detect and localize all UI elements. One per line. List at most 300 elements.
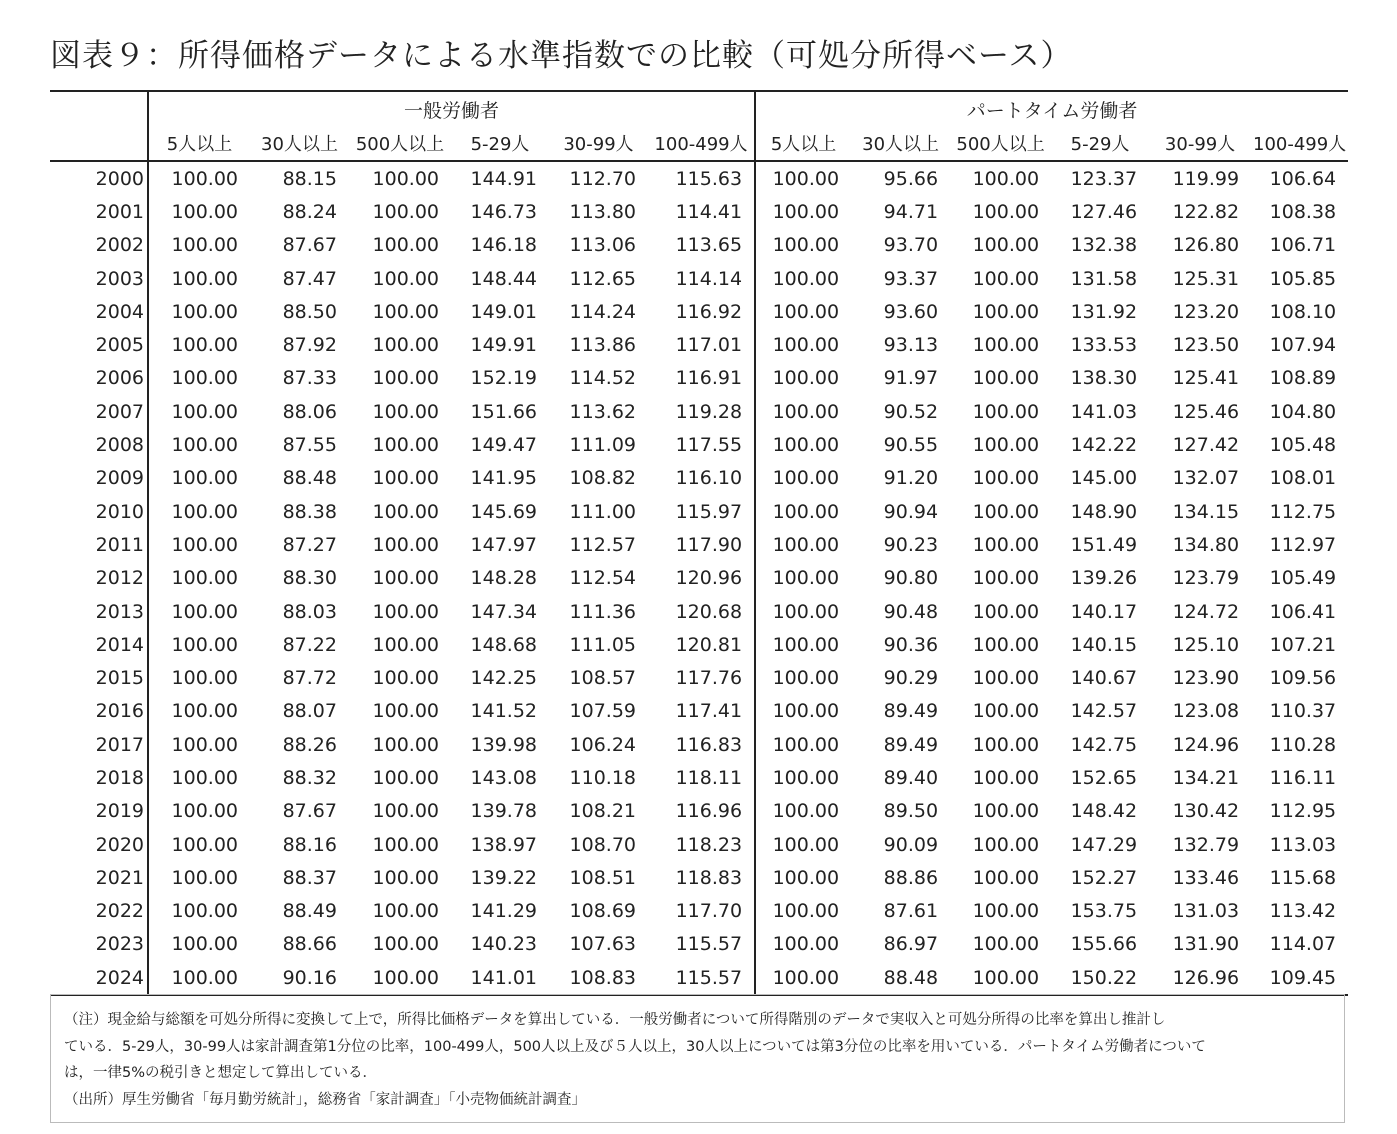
value-cell: 108.70 xyxy=(569,833,636,856)
value-cell: 87.61 xyxy=(883,900,939,923)
value-cell: 100.00 xyxy=(171,733,238,756)
year-cell: 2024 xyxy=(50,961,148,995)
value-cell: 90.16 xyxy=(250,961,349,995)
column-header: 30人以上 xyxy=(250,126,349,161)
value-cell: 115.68 xyxy=(1269,866,1337,889)
value-cell: 87.67 xyxy=(282,234,337,257)
table-row xyxy=(50,928,1348,961)
value-cell: 100.00 xyxy=(972,800,1040,823)
value-cell: 114.41 xyxy=(648,195,755,228)
value-cell: 151.49 xyxy=(1070,533,1138,556)
value-cell: 100.00 xyxy=(972,434,1040,457)
value-cell: 100.00 xyxy=(772,933,840,956)
table-body xyxy=(50,161,1348,995)
column-header: 5-29人 xyxy=(1051,126,1149,161)
value-cell: 100.00 xyxy=(171,334,238,357)
value-cell: 87.33 xyxy=(282,367,337,390)
value-cell: 100.00 xyxy=(972,167,1040,190)
value-cell: 88.50 xyxy=(282,300,337,323)
year-cell: 2011 xyxy=(50,528,148,561)
value-cell: 117.76 xyxy=(648,661,755,694)
value-cell: 134.21 xyxy=(1172,766,1240,789)
table-row xyxy=(50,562,1348,595)
value-cell: 108.51 xyxy=(569,866,636,889)
value-cell: 147.97 xyxy=(470,533,537,556)
value-cell: 113.06 xyxy=(569,234,636,257)
value-cell: 100.00 xyxy=(772,367,840,390)
value-cell: 100.00 xyxy=(972,334,1040,357)
value-cell: 113.86 xyxy=(569,334,636,357)
value-cell: 100.00 xyxy=(972,367,1040,390)
value-cell: 108.38 xyxy=(1269,200,1337,223)
value-cell: 149.47 xyxy=(470,434,537,457)
value-cell: 89.40 xyxy=(883,766,939,789)
value-cell: 100.00 xyxy=(972,200,1040,223)
value-cell: 138.97 xyxy=(470,833,537,856)
value-cell: 100.00 xyxy=(171,700,238,723)
year-cell: 2008 xyxy=(50,428,148,461)
value-cell: 111.05 xyxy=(569,633,636,656)
value-cell: 117.41 xyxy=(648,695,755,728)
value-cell: 141.52 xyxy=(470,700,537,723)
value-cell: 106.41 xyxy=(1269,600,1337,623)
table-row xyxy=(50,761,1348,794)
value-cell: 104.80 xyxy=(1269,400,1337,423)
table-row xyxy=(50,462,1348,495)
value-cell: 117.01 xyxy=(648,328,755,361)
year-cell: 2007 xyxy=(50,395,148,428)
value-cell: 142.75 xyxy=(1070,733,1138,756)
value-cell: 100.00 xyxy=(171,866,238,889)
value-cell: 108.89 xyxy=(1269,367,1337,390)
value-cell: 90.48 xyxy=(883,600,939,623)
value-cell: 100.00 xyxy=(755,961,851,995)
value-cell: 124.72 xyxy=(1172,600,1240,623)
value-cell: 131.03 xyxy=(1172,900,1240,923)
value-cell: 123.37 xyxy=(1070,167,1138,190)
value-cell: 111.09 xyxy=(569,434,636,457)
value-cell: 100.00 xyxy=(171,234,238,257)
value-cell: 100.00 xyxy=(372,866,439,889)
value-cell: 116.83 xyxy=(648,728,755,761)
value-cell: 100.00 xyxy=(972,933,1040,956)
value-cell: 100.00 xyxy=(171,833,238,856)
value-cell: 100.00 xyxy=(772,300,840,323)
value-cell: 93.60 xyxy=(883,300,939,323)
value-cell: 100.00 xyxy=(772,700,840,723)
value-cell: 87.47 xyxy=(282,267,337,290)
value-cell: 100.00 xyxy=(171,600,238,623)
value-cell: 107.59 xyxy=(569,700,636,723)
data-table xyxy=(50,90,1348,996)
value-cell: 108.82 xyxy=(569,467,636,490)
value-cell: 134.15 xyxy=(1172,500,1240,523)
value-cell: 100.00 xyxy=(171,533,238,556)
year-cell: 2014 xyxy=(50,628,148,661)
value-cell: 100.00 xyxy=(372,500,439,523)
value-cell: 100.00 xyxy=(171,900,238,923)
table-row xyxy=(50,495,1348,528)
year-cell: 2001 xyxy=(50,195,148,228)
table-row xyxy=(50,861,1348,894)
notes-box xyxy=(50,994,1345,1123)
value-cell: 88.06 xyxy=(282,400,337,423)
table-row xyxy=(50,328,1348,361)
column-header: 30-99人 xyxy=(549,126,648,161)
value-cell: 147.34 xyxy=(470,600,537,623)
value-cell: 152.65 xyxy=(1070,766,1138,789)
value-cell: 100.00 xyxy=(372,533,439,556)
table-row xyxy=(50,661,1348,694)
value-cell: 107.21 xyxy=(1269,633,1337,656)
value-cell: 112.57 xyxy=(569,533,636,556)
value-cell: 115.57 xyxy=(648,928,755,961)
value-cell: 88.32 xyxy=(282,766,337,789)
value-cell: 116.92 xyxy=(648,295,755,328)
table-row xyxy=(50,628,1348,661)
value-cell: 89.49 xyxy=(883,733,939,756)
value-cell: 87.27 xyxy=(282,533,337,556)
value-cell: 100.00 xyxy=(372,300,439,323)
value-cell: 142.25 xyxy=(470,667,537,690)
note-line: は，一律5%の税引きと想定して算出している． xyxy=(64,1065,378,1081)
value-cell: 88.49 xyxy=(282,900,337,923)
value-cell: 90.29 xyxy=(883,667,939,690)
year-cell: 2017 xyxy=(50,728,148,761)
value-cell: 100.00 xyxy=(972,700,1040,723)
value-cell: 100.00 xyxy=(972,833,1040,856)
value-cell: 131.92 xyxy=(1070,300,1138,323)
value-cell: 100.00 xyxy=(772,500,840,523)
value-cell: 152.27 xyxy=(1070,866,1138,889)
value-cell: 89.50 xyxy=(883,800,939,823)
value-cell: 113.62 xyxy=(569,400,636,423)
value-cell: 94.71 xyxy=(883,200,939,223)
value-cell: 88.07 xyxy=(282,700,337,723)
value-cell: 88.37 xyxy=(282,866,337,889)
value-cell: 100.00 xyxy=(372,800,439,823)
value-cell: 100.00 xyxy=(972,300,1040,323)
value-cell: 140.23 xyxy=(470,933,537,956)
value-cell: 113.42 xyxy=(1269,900,1337,923)
value-cell: 142.22 xyxy=(1070,434,1138,457)
year-cell: 2012 xyxy=(50,562,148,595)
table-row xyxy=(50,961,1348,995)
column-header: 30-99人 xyxy=(1149,126,1251,161)
value-cell: 100.00 xyxy=(772,733,840,756)
value-cell: 109.45 xyxy=(1251,961,1348,995)
value-cell: 100.00 xyxy=(372,933,439,956)
value-cell: 143.08 xyxy=(470,766,537,789)
value-cell: 100.00 xyxy=(171,300,238,323)
value-cell: 100.00 xyxy=(372,367,439,390)
value-cell: 87.67 xyxy=(282,800,337,823)
value-cell: 108.69 xyxy=(569,900,636,923)
value-cell: 148.28 xyxy=(470,567,537,590)
value-cell: 139.22 xyxy=(470,866,537,889)
value-cell: 139.98 xyxy=(470,733,537,756)
value-cell: 149.91 xyxy=(470,334,537,357)
column-header: 5人以上 xyxy=(755,126,851,161)
value-cell: 131.58 xyxy=(1070,267,1138,290)
value-cell: 112.75 xyxy=(1269,500,1337,523)
value-cell: 138.30 xyxy=(1070,367,1138,390)
value-cell: 100.00 xyxy=(772,633,840,656)
value-cell: 88.24 xyxy=(282,200,337,223)
value-cell: 100.00 xyxy=(372,600,439,623)
value-cell: 112.97 xyxy=(1269,533,1337,556)
value-cell: 110.37 xyxy=(1269,700,1337,723)
value-cell: 100.00 xyxy=(372,733,439,756)
column-header: 30人以上 xyxy=(851,126,950,161)
value-cell: 150.22 xyxy=(1051,961,1149,995)
value-cell: 148.68 xyxy=(470,633,537,656)
value-cell: 100.00 xyxy=(972,500,1040,523)
value-cell: 112.95 xyxy=(1269,800,1337,823)
value-cell: 118.23 xyxy=(648,828,755,861)
value-cell: 127.46 xyxy=(1070,200,1138,223)
value-cell: 100.00 xyxy=(972,866,1040,889)
value-cell: 145.69 xyxy=(470,500,537,523)
value-cell: 146.18 xyxy=(470,234,537,257)
value-cell: 106.24 xyxy=(569,733,636,756)
value-cell: 114.14 xyxy=(648,262,755,295)
value-cell: 100.00 xyxy=(772,267,840,290)
table-row xyxy=(50,695,1348,728)
table-row xyxy=(50,795,1348,828)
value-cell: 144.91 xyxy=(470,167,537,190)
value-cell: 100.00 xyxy=(972,733,1040,756)
value-cell: 149.01 xyxy=(470,300,537,323)
value-cell: 100.00 xyxy=(349,961,451,995)
value-cell: 100.00 xyxy=(171,667,238,690)
value-cell: 133.46 xyxy=(1172,866,1240,889)
value-cell: 88.48 xyxy=(282,467,337,490)
value-cell: 100.00 xyxy=(950,961,1051,995)
table-row xyxy=(50,195,1348,228)
value-cell: 100.00 xyxy=(772,766,840,789)
value-cell: 100.00 xyxy=(171,200,238,223)
group-header-general: 一般労働者 xyxy=(148,91,755,126)
value-cell: 100.00 xyxy=(171,467,238,490)
value-cell: 100.00 xyxy=(372,334,439,357)
table-row xyxy=(50,395,1348,428)
value-cell: 105.49 xyxy=(1269,567,1337,590)
value-cell: 110.18 xyxy=(569,766,636,789)
value-cell: 100.00 xyxy=(148,961,250,995)
value-cell: 100.00 xyxy=(972,234,1040,257)
value-cell: 100.00 xyxy=(372,766,439,789)
year-cell: 2018 xyxy=(50,761,148,794)
value-cell: 134.80 xyxy=(1172,533,1240,556)
value-cell: 108.10 xyxy=(1269,300,1337,323)
value-cell: 100.00 xyxy=(972,900,1040,923)
value-cell: 132.79 xyxy=(1172,833,1240,856)
year-cell: 2005 xyxy=(50,328,148,361)
value-cell: 116.10 xyxy=(648,462,755,495)
value-cell: 131.90 xyxy=(1172,933,1240,956)
value-cell: 100.00 xyxy=(171,800,238,823)
table-row xyxy=(50,595,1348,628)
value-cell: 100.00 xyxy=(171,367,238,390)
value-cell: 100.00 xyxy=(171,500,238,523)
value-cell: 125.41 xyxy=(1172,367,1240,390)
value-cell: 148.44 xyxy=(470,267,537,290)
value-cell: 140.67 xyxy=(1070,667,1138,690)
note-line: （注）現金給与総額を可処分所得に変換して上で，所得比価格データを算出している．一般労働者について所得階別のデータで実収入と可処分所得の比率を算出し推計し xyxy=(64,1012,1166,1028)
value-cell: 87.92 xyxy=(282,334,337,357)
value-cell: 141.29 xyxy=(470,900,537,923)
value-cell: 153.75 xyxy=(1070,900,1138,923)
value-cell: 87.22 xyxy=(282,633,337,656)
value-cell: 90.36 xyxy=(883,633,939,656)
value-cell: 91.20 xyxy=(883,467,939,490)
value-cell: 100.00 xyxy=(372,167,439,190)
year-cell: 2003 xyxy=(50,262,148,295)
value-cell: 90.23 xyxy=(883,533,939,556)
value-cell: 152.19 xyxy=(470,367,537,390)
year-cell: 2000 xyxy=(50,161,148,195)
value-cell: 86.97 xyxy=(883,933,939,956)
value-cell: 100.00 xyxy=(372,700,439,723)
value-cell: 123.08 xyxy=(1172,700,1240,723)
value-cell: 91.97 xyxy=(883,367,939,390)
value-cell: 123.79 xyxy=(1172,567,1240,590)
value-cell: 100.00 xyxy=(171,167,238,190)
table-row xyxy=(50,428,1348,461)
value-cell: 116.11 xyxy=(1269,766,1337,789)
value-cell: 100.00 xyxy=(171,400,238,423)
value-cell: 100.00 xyxy=(972,633,1040,656)
value-cell: 117.55 xyxy=(648,428,755,461)
year-cell: 2022 xyxy=(50,895,148,928)
value-cell: 100.00 xyxy=(972,567,1040,590)
value-cell: 105.85 xyxy=(1269,267,1337,290)
corner-cell xyxy=(50,126,148,161)
value-cell: 119.28 xyxy=(648,395,755,428)
value-cell: 112.70 xyxy=(569,167,636,190)
value-cell: 100.00 xyxy=(972,667,1040,690)
value-cell: 100.00 xyxy=(772,900,840,923)
value-cell: 115.57 xyxy=(648,961,755,995)
table-row xyxy=(50,229,1348,262)
value-cell: 100.00 xyxy=(772,833,840,856)
table-row xyxy=(50,295,1348,328)
value-cell: 100.00 xyxy=(772,467,840,490)
subheader-row xyxy=(50,126,1348,161)
value-cell: 100.00 xyxy=(772,167,840,190)
value-cell: 120.96 xyxy=(648,562,755,595)
value-cell: 100.00 xyxy=(972,533,1040,556)
value-cell: 141.03 xyxy=(1070,400,1138,423)
value-cell: 110.28 xyxy=(1269,733,1337,756)
value-cell: 100.00 xyxy=(772,400,840,423)
value-cell: 155.66 xyxy=(1070,933,1138,956)
value-cell: 113.65 xyxy=(648,229,755,262)
year-cell: 2002 xyxy=(50,229,148,262)
value-cell: 114.07 xyxy=(1269,933,1337,956)
page-title: 図表９：所得価格データによる水準指数での比較（可処分所得ベース） xyxy=(50,38,1073,74)
value-cell: 100.00 xyxy=(372,434,439,457)
value-cell: 146.73 xyxy=(470,200,537,223)
value-cell: 140.17 xyxy=(1070,600,1138,623)
value-cell: 141.95 xyxy=(470,467,537,490)
group-header-parttime: パートタイム労働者 xyxy=(755,91,1348,126)
table-row xyxy=(50,161,1348,195)
value-cell: 120.81 xyxy=(648,628,755,661)
value-cell: 142.57 xyxy=(1070,700,1138,723)
value-cell: 100.00 xyxy=(171,633,238,656)
value-cell: 120.68 xyxy=(648,595,755,628)
value-cell: 130.42 xyxy=(1172,800,1240,823)
value-cell: 100.00 xyxy=(972,467,1040,490)
value-cell: 100.00 xyxy=(372,234,439,257)
value-cell: 89.49 xyxy=(883,700,939,723)
value-cell: 100.00 xyxy=(772,434,840,457)
value-cell: 115.97 xyxy=(648,495,755,528)
value-cell: 147.29 xyxy=(1070,833,1138,856)
value-cell: 114.24 xyxy=(569,300,636,323)
value-cell: 88.16 xyxy=(282,833,337,856)
value-cell: 123.50 xyxy=(1172,334,1240,357)
year-cell: 2019 xyxy=(50,795,148,828)
value-cell: 100.00 xyxy=(372,200,439,223)
value-cell: 125.46 xyxy=(1172,400,1240,423)
value-cell: 100.00 xyxy=(772,200,840,223)
value-cell: 88.15 xyxy=(282,167,337,190)
value-cell: 100.00 xyxy=(972,766,1040,789)
value-cell: 88.38 xyxy=(282,500,337,523)
value-cell: 132.38 xyxy=(1070,234,1138,257)
year-cell: 2016 xyxy=(50,695,148,728)
value-cell: 100.00 xyxy=(372,900,439,923)
value-cell: 114.52 xyxy=(569,367,636,390)
table-row xyxy=(50,895,1348,928)
value-cell: 100.00 xyxy=(372,267,439,290)
column-header: 100-499人 xyxy=(648,126,755,161)
value-cell: 100.00 xyxy=(772,334,840,357)
value-cell: 123.90 xyxy=(1172,667,1240,690)
value-cell: 139.78 xyxy=(470,800,537,823)
value-cell: 108.57 xyxy=(569,667,636,690)
value-cell: 100.00 xyxy=(372,833,439,856)
value-cell: 100.00 xyxy=(772,533,840,556)
value-cell: 112.65 xyxy=(569,267,636,290)
value-cell: 88.48 xyxy=(851,961,950,995)
value-cell: 108.21 xyxy=(569,800,636,823)
value-cell: 108.01 xyxy=(1269,467,1337,490)
year-cell: 2021 xyxy=(50,861,148,894)
value-cell: 93.37 xyxy=(883,267,939,290)
year-cell: 2004 xyxy=(50,295,148,328)
value-cell: 100.00 xyxy=(171,567,238,590)
value-cell: 145.00 xyxy=(1070,467,1138,490)
value-cell: 141.01 xyxy=(451,961,549,995)
value-cell: 100.00 xyxy=(171,933,238,956)
value-cell: 100.00 xyxy=(171,267,238,290)
year-cell: 2009 xyxy=(50,462,148,495)
value-cell: 100.00 xyxy=(772,866,840,889)
year-cell: 2015 xyxy=(50,661,148,694)
value-cell: 111.00 xyxy=(569,500,636,523)
value-cell: 118.83 xyxy=(648,861,755,894)
value-cell: 118.11 xyxy=(648,761,755,794)
value-cell: 100.00 xyxy=(972,267,1040,290)
value-cell: 106.71 xyxy=(1269,234,1337,257)
value-cell: 112.54 xyxy=(569,567,636,590)
value-cell: 117.70 xyxy=(648,895,755,928)
value-cell: 123.20 xyxy=(1172,300,1240,323)
